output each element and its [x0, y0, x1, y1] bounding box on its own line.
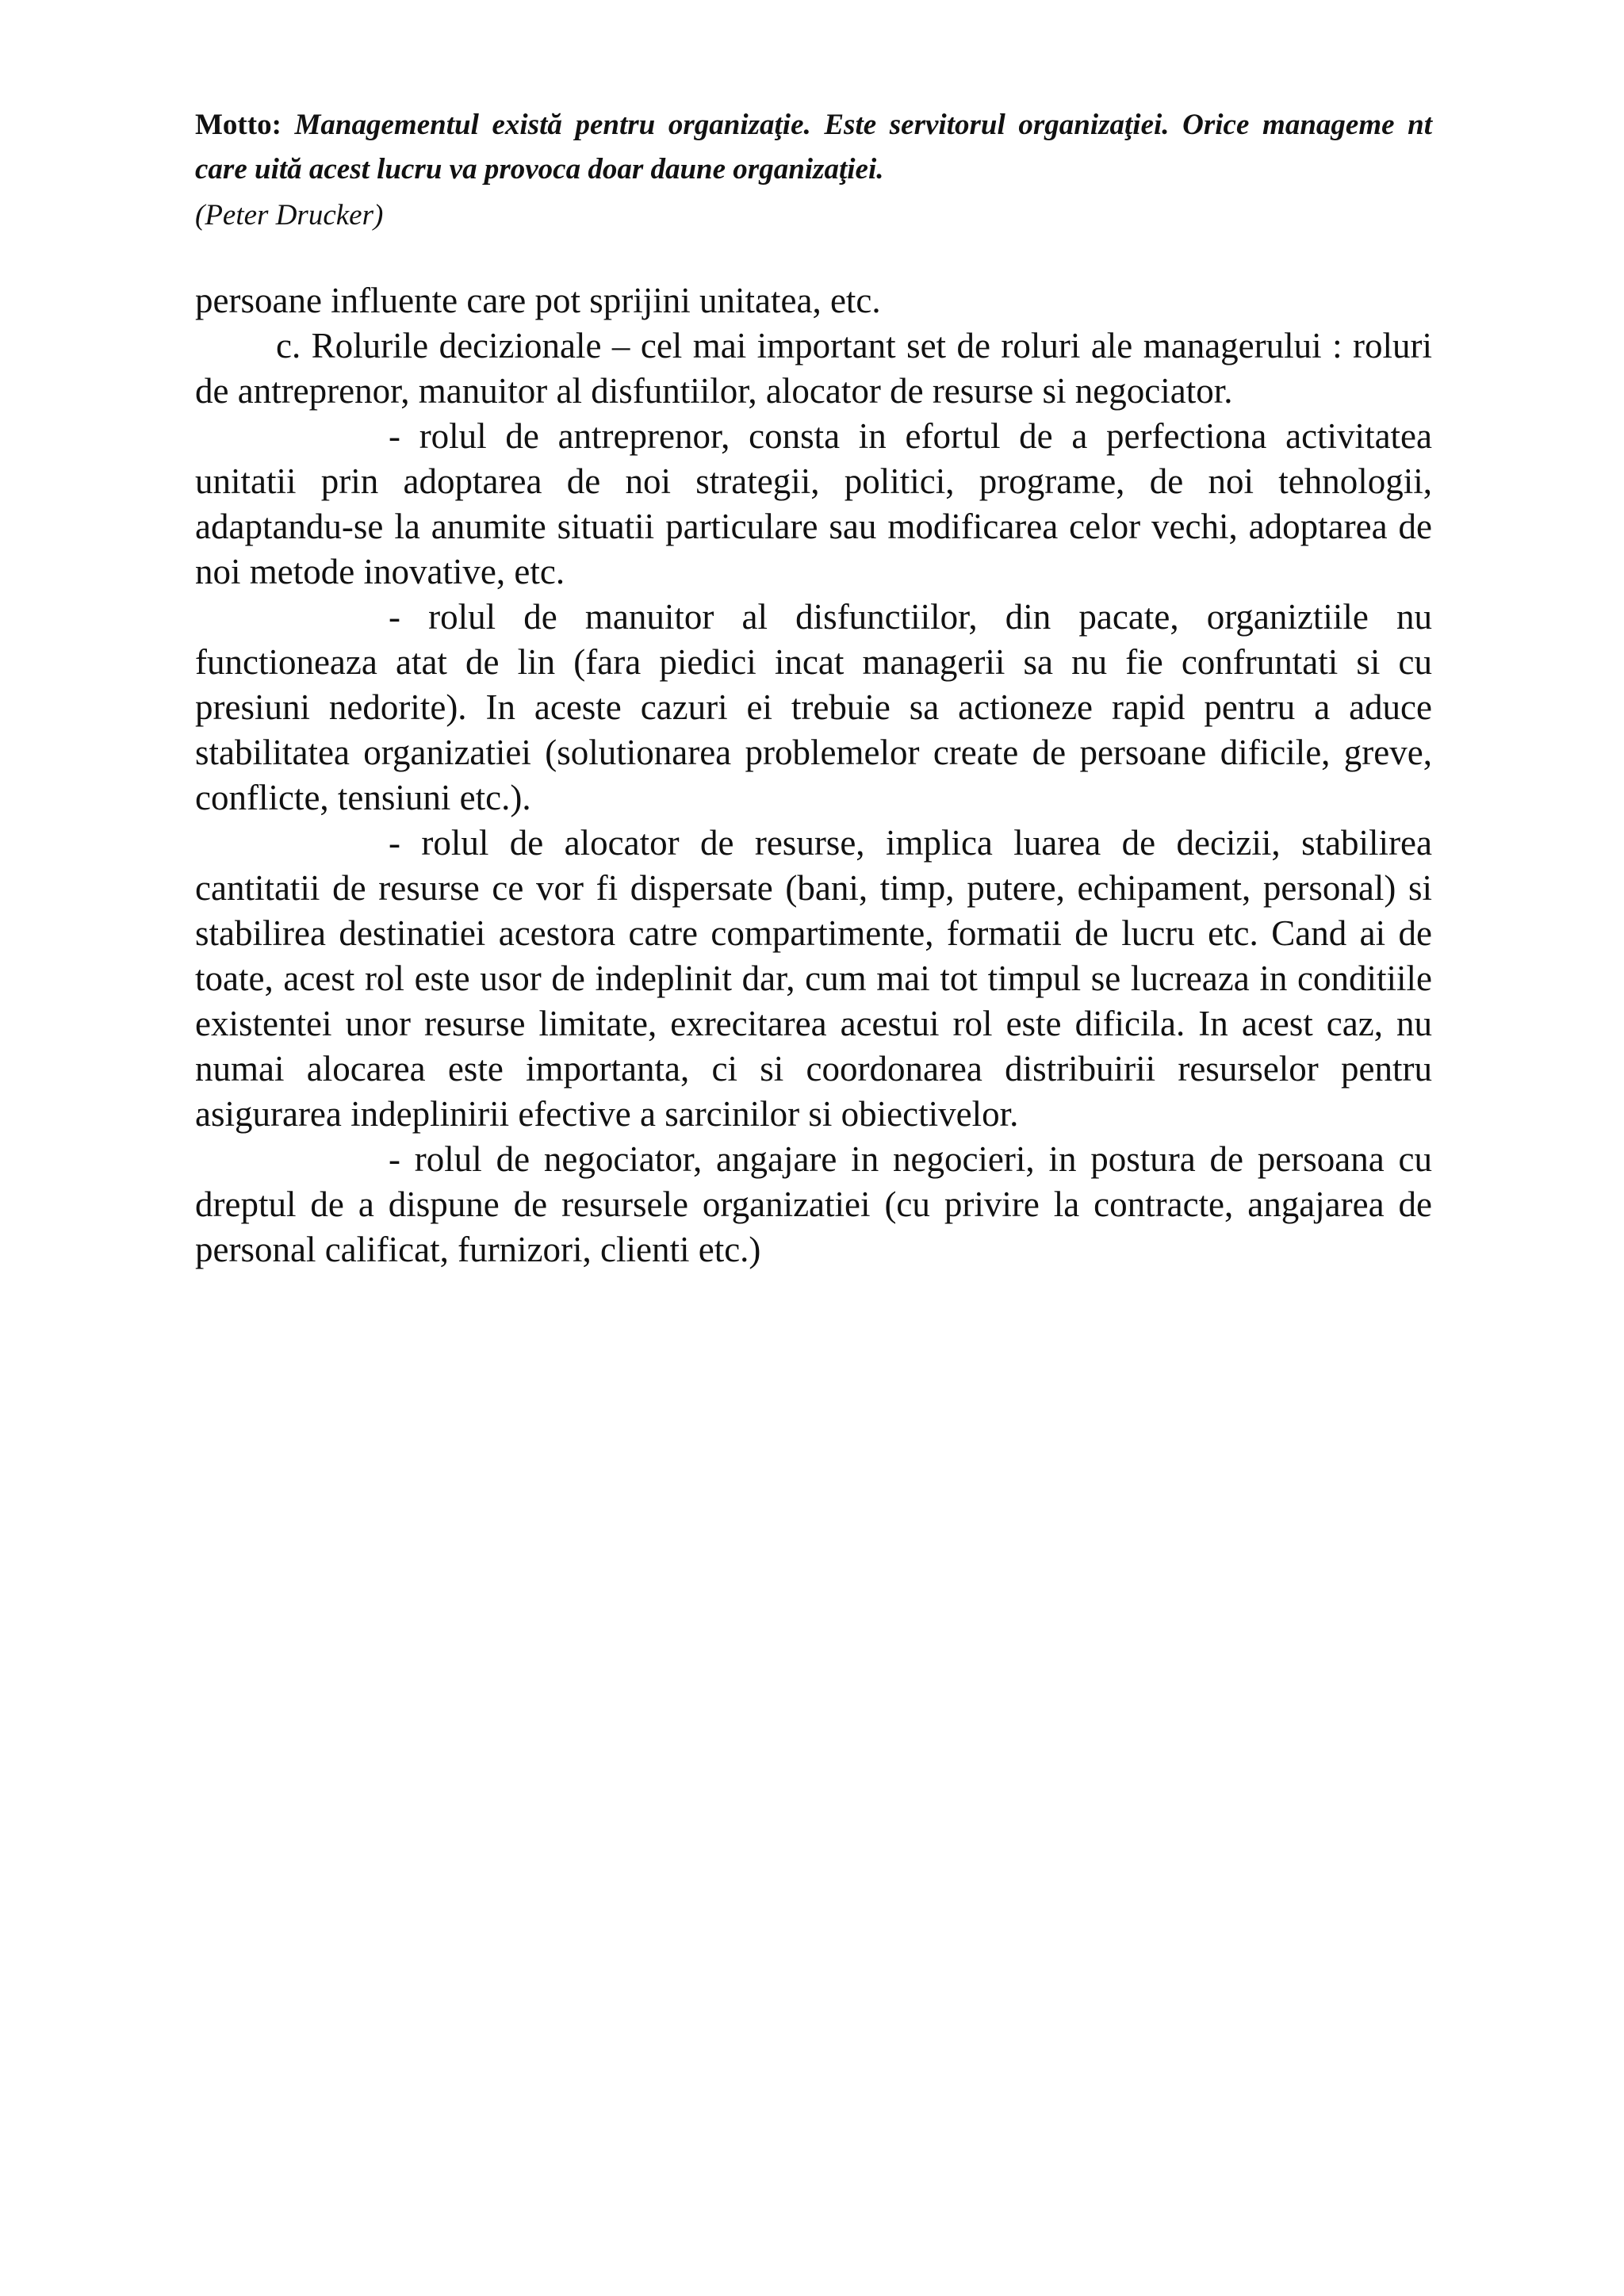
motto-block	[195, 103, 1432, 192]
decisional-roles-paragraph: c. Rolurile decizionale – cel mai important set de roluri ale managerului : roluri de antreprenor, manuitor al disfuntiilor, alocator de resurse si negociator.	[195, 326, 1432, 411]
motto-quote: Managementul există pentru organizaţie. Este servitorul organizaţiei. Orice manageme nt care uită acest lucru va provoca doar daune organizaţiei.	[195, 109, 1432, 186]
disturbance-role-comma: ,	[968, 597, 978, 637]
resource-allocator-role-paragraph: - rolul de alocator de resurse, implica luarea de decizii, stabilirea cantitatii de resurse ce vor fi dispersate (bani, timp, putere, echipament, personal) si stabilirea destinatiei acestora catre compartimente, formatii de lucru etc. Cand ai de toate, acest rol este usor de indeplinit dar, cum mai tot timpul se lucreaza in conditiile existentei unor resurse limitate, exrecitarea acestui rol este dificila. In acest caz, nu numai alocarea este importanta, ci si coordonarea distribuirii resurselor pentru asigurarea indeplinirii efective a sarcinilor si obiectivelor.	[195, 823, 1432, 1134]
entrepreneur-role-paragraph: - rolul de antreprenor, consta in efortul de a perfectiona activitatea unitatii prin adoptarea de noi strategii, politici, programe, de noi tehnologii, adaptandu-se la anumite situatii particulare sau modificarea celor vechi, adoptarea de noi metode inovative, etc.	[195, 416, 1432, 591]
continuation-paragraph: persoane influente care pot sprijini unitatea, etc.	[195, 281, 881, 320]
negotiator-role-paragraph: - rolul de negociator, angajare in negocieri, in postura de persoana cu dreptul de a dispune de resursele organizatiei (cu privire la contracte, angajarea de personal calificat, furnizori, clienti etc.)	[195, 1139, 1432, 1269]
motto-author: (Peter Drucker)	[195, 199, 384, 232]
body-text	[195, 278, 1432, 1272]
disturbance-handler-role-paragraph	[195, 595, 1432, 821]
disturbance-role-rest: din pacate, organiztiile nu functioneaza atat de lin (fara piedici incat managerii sa nu fie confruntati si cu presiuni nedorite). In aceste cazuri ei trebuie sa actioneze rapid pentru a aduce stabilitatea organizatiei (solutionarea problemelor create de persoane dificile, greve, conflicte, tensiuni etc.).	[195, 597, 1432, 817]
disturbance-role-start: - rolul de manuitor al disfunctiilor	[389, 597, 969, 637]
motto-label: Motto:	[195, 109, 282, 141]
